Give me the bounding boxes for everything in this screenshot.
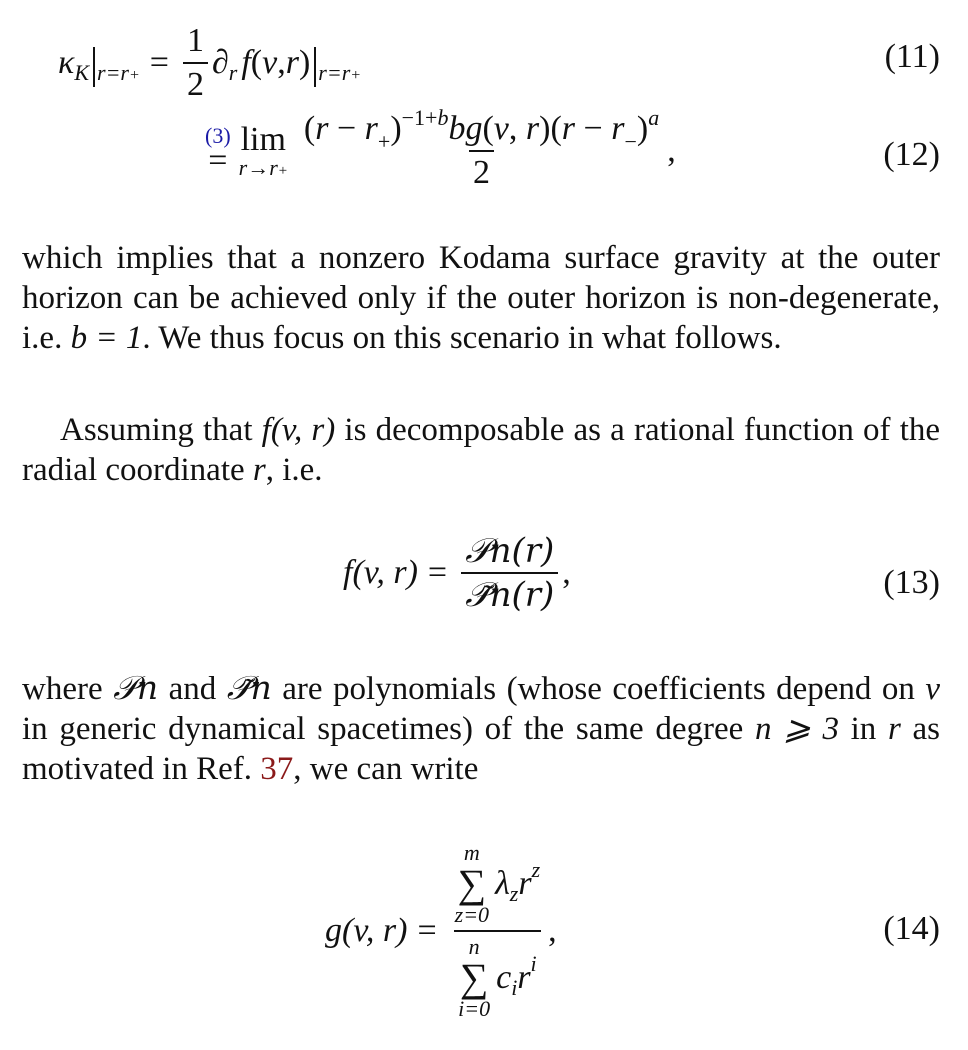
rational-fraction: $\frac{\text{𝒫n(r)}}{\text{𝒫̃n(r)}}$ (461, 534, 558, 612)
partial-symbol: ∂ (211, 44, 229, 81)
equation-14: g(v, r) = m ∑ z=0 λ z r z n ∑ i=0 c i r i , (14) (325, 840, 940, 1021)
equation-number-14: (14) (883, 910, 940, 947)
paragraph-assuming: Assuming that f(v, r) is decomposable as a rational function of the radial coordinate r, i.e. (22, 412, 941, 488)
equation-number-11: (11) (884, 38, 940, 75)
equation-12: (3) = lim r→r+ $\frac{(r - r_+)^{-1+b}bg(v, r)(r - r_-)^a}{2}$ , (12) (205, 105, 940, 191)
paragraph-where: where 𝒫n and 𝒫̃n are polynomials (whose coefficients depend on v in generic dynamical spacetimes) of the same degree n ⩾ 3 in r as motivated in Ref. 37, we can write (22, 668, 940, 787)
sum-fraction: m ∑ z=0 λ z r z n ∑ i=0 c i r i (454, 840, 541, 1021)
equality-with-ref: (3) = (205, 122, 231, 179)
kappa-subscript: K (74, 60, 90, 85)
equation-reference-link[interactable]: (3) (205, 122, 231, 148)
equation-number-12: (12) (883, 136, 940, 173)
kappa-symbol: κ (58, 44, 75, 81)
eval-condition: r=r+ (97, 60, 140, 85)
equation-11: κ K r=r+ = $\frac{1}{2}$ ∂ r f ( v , r ) r=r+ (11) (58, 22, 940, 103)
numerator-sum: m ∑ z=0 (454, 840, 490, 927)
limit-fraction: $\frac{(r - r_+)^{-1+b}bg(v, r)(r - r_-)^a}{2}$ (303, 105, 660, 191)
limit-operator: lim r→r+ (238, 121, 288, 180)
denominator-sum: n ∑ i=0 (458, 934, 491, 1021)
eq13-lhs: f(v, r) (343, 554, 418, 591)
equation-13: f(v, r) = $\frac{\text{𝒫n(r)}}{\text{𝒫̃n(r)}}$ , (13) (343, 531, 940, 615)
equation-number-13: (13) (883, 564, 940, 601)
paragraph-after-eq12: which implies that a nonzero Kodama surface gravity at the outer horizon can be achieved only if the outer horizon is non-degenerate, i.e. b = 1. We thus focus on this scenario in what follows. (22, 240, 940, 356)
reference-link-37[interactable]: 37 (260, 751, 294, 787)
function-f: f (241, 44, 251, 81)
evaluation-bar (93, 47, 95, 87)
equals-sign: = (149, 44, 169, 81)
eq14-lhs: g(v, r) (325, 912, 408, 949)
inline-math-b-equals-1: b = 1 (70, 320, 143, 356)
half-fraction: $\frac{1}{2}$ (183, 24, 208, 102)
